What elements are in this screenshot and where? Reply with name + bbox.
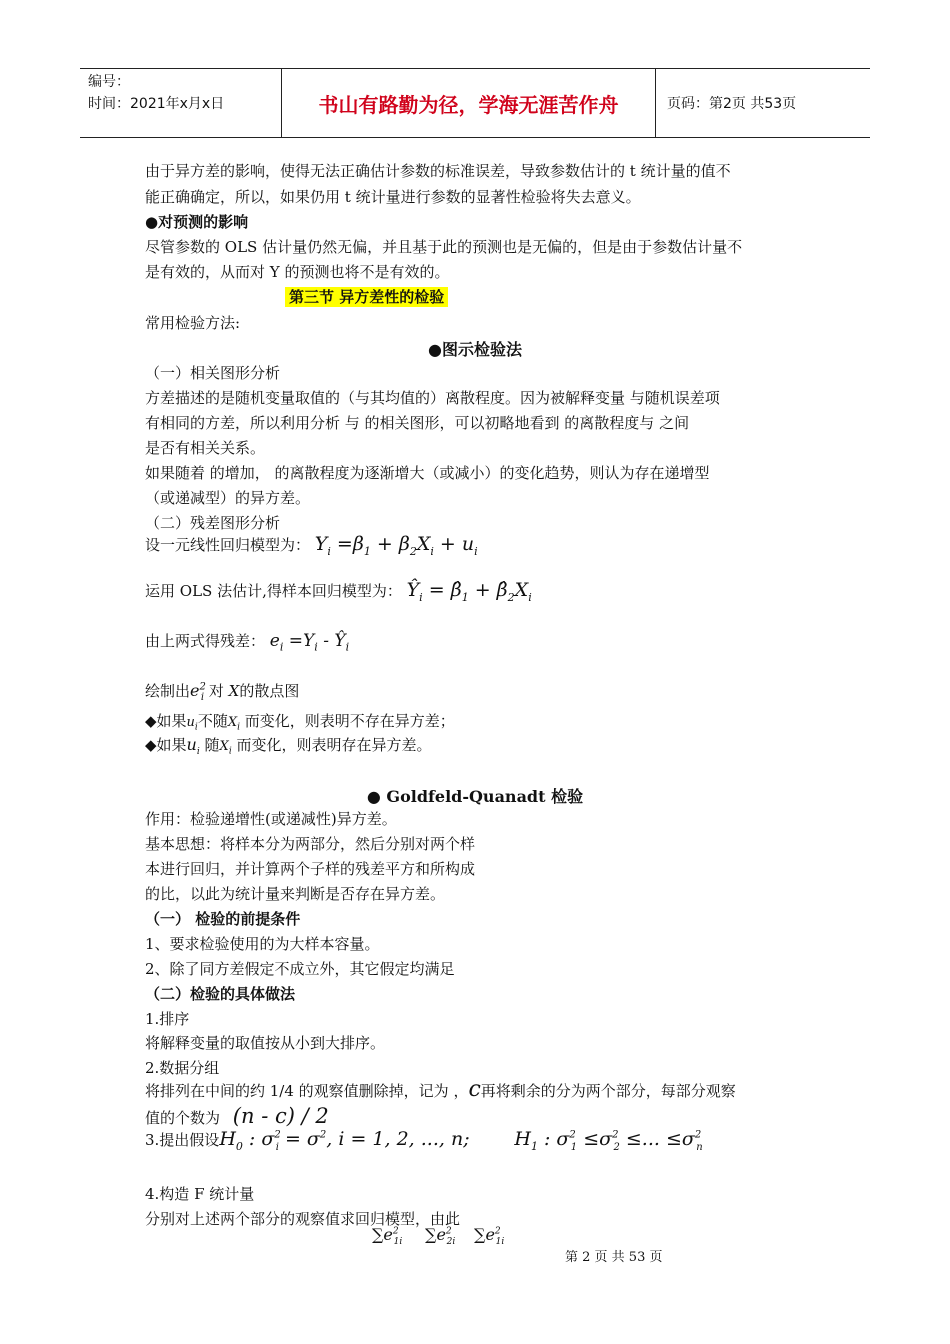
para-1a: 由于异方差的影响，使得无法正确估计参数的标准误差，导致参数估计的 t 统计量的值不 [145,162,731,180]
plot-label-a: 绘制出 [145,682,191,700]
step-2: 2.数据分组 [145,1059,220,1077]
gq-cond-1: 1、要求检验使用的为大样本容量。 [145,935,380,953]
section-title: 第三节 异方差性的检验 [285,286,448,307]
bullet1-a: ◆如果 [145,712,187,730]
para-2a: 尽管参数的 OLS 估计量仍然无偏，并且基于此的预测也是无偏的，但是由于参数估计量不 [145,238,743,256]
residual-formula: $e_i =Y_i$ - $Ŷ_i$ [269,631,350,654]
group-size-formula: (n - c) / 2 [232,1104,329,1128]
step-1: 1.排序 [145,1010,190,1028]
para-4a: 如果随着 的增加， 的离散程度为逐渐增大（或减小）的变化趋势，则认为存在递增型 [145,464,710,482]
bullet2-c: 而变化，则表明存在异方差。 [236,736,432,754]
x-symbol: X [228,682,240,700]
step2-b: 再将剩余的分为两个部分，每部分观察 [480,1082,736,1100]
para-2b: 是有效的，从而对 Y 的预测也将不是有效的。 [145,263,450,281]
bullet2-a: ◆如果 [145,736,187,754]
gq-purpose: 作用：检验递增性(或递减性)异方差。 [145,810,397,828]
para-3b: 有相同的方差，所以利用分析 与 的相关图形，可以初略地看到 的离散程度与 之间 [145,414,690,432]
para-3a: 方差描述的是随机变量取值的（与其均值的）离散程度。因为被解释变量 与随机误差项 [145,389,720,407]
step-2-line-a [145,1077,736,1102]
h0-formula: $H_0$ : $\sigma^2_i = \sigma^2$, i = 1, 2, ..., n; [219,1128,470,1153]
sum-e1i-symbol-2: $\sum e^2_{1i}$ [474,1225,505,1248]
step2-a: 将排列在中间的约 1/4 的观察值删除掉，记为 ， [145,1082,469,1100]
para-4b: （或递减型）的异方差。 [145,489,311,507]
gq-idea-2: 本进行回归，并计算两个子样的残差平方和所构成 [145,860,476,878]
c-symbol: c [468,1077,481,1102]
sum-e1i-symbol: $\sum e^2_{1i}$ [372,1225,403,1248]
common-methods: 常用检验方法: [145,314,241,332]
header-meta [80,69,282,137]
bullet-1 [145,710,455,733]
bullet1-b: 不随 [197,712,228,730]
header-id: 编号： [88,74,130,90]
subsection-2: （二）残差图形分析 [145,514,281,532]
bullet2-b: 随 [204,736,220,754]
step2-c: 值的个数为 [145,1109,221,1127]
step-3-line [145,1128,703,1153]
plot-label-c: 的散点图 [239,682,300,700]
xi-symbol: $X_i$ [227,715,240,733]
gq-sub-1: （一） 检验的前提条件 [145,910,301,928]
gq-sub-2: （二）检验的具体做法 [145,985,296,1003]
gq-idea-3: 的比，以此为统计量来判断是否存在异方差。 [145,885,446,903]
plot-label-b: 对 [208,682,224,700]
header-page: 页码：第2页 共53页 [667,96,797,112]
bullet1-c: 而变化，则表明不存在异方差； [244,712,455,730]
page-header [80,68,870,138]
bullet-2 [145,734,432,757]
step3-label: 3.提出假设 [145,1131,220,1149]
para-3c: 是否有相关关系。 [145,439,266,457]
header-date: 时间：2021年x月x日 [88,96,225,112]
subsection-1: （一）相关图形分析 [145,364,281,382]
heading-graph-method: ●图示检验法 [428,340,522,359]
model-line [145,533,478,558]
resid-label: 由上两式得残差： [145,632,266,650]
plot-line [145,680,299,703]
step-4-desc: 分别对上述两个部分的观察值求回归模型，由此 [145,1210,461,1228]
rss-symbols [372,1225,504,1247]
heading-gq-test: ● Goldfeld-Quanadt 检验 [366,787,584,806]
ui-symbol: $u_i$ [186,715,198,733]
heading-predict: ●对预测的影响 [145,213,249,231]
sample-model-formula: $Ŷ_i$ = $\betâ_1$ + $\betâ_2X_i$ [406,579,532,604]
ols-label: 运用 OLS 法估计,得样本回归模型为： [145,582,402,600]
gq-cond-2: 2、除了同方差假定不成立外，其它假定均满足 [145,960,455,978]
h1-formula: $H_1$ : $\sigma^2_1 \le\sigma^2_2$ ≤... $\le\sigma^2_n$ [514,1128,703,1153]
para-1b: 能正确确定，所以，如果仍用 t 统计量进行参数的显著性检验将失去意义。 [145,188,641,206]
step-4: 4.构造 F 统计量 [145,1185,255,1203]
xi-symbol-2: $X_i$ [219,739,232,757]
ols-line [145,579,532,604]
sum-e2i-symbol: $\sum e^2_{2i}$ [425,1225,456,1248]
step-1-desc: 将解释变量的取值按从小到大排序。 [145,1034,386,1052]
step-2-line-b [145,1104,329,1128]
ui-symbol-2: $u_i$ [186,735,200,758]
resid-line [145,630,349,653]
gq-idea-1: 基本思想：将样本分为两部分，然后分别对两个样 [145,835,476,853]
header-motto: 书山有路勤为径，学海无涯苦作舟 [282,69,656,137]
page-footer: 第 2 页 共 53 页 [565,1250,663,1265]
model-label: 设一元线性回归模型为： [145,536,311,554]
ei2-symbol: $e^2_i$ [190,681,206,704]
population-model-formula: $Y_i =\beta_1 + \beta_2X_i + u_i$ [314,533,478,558]
